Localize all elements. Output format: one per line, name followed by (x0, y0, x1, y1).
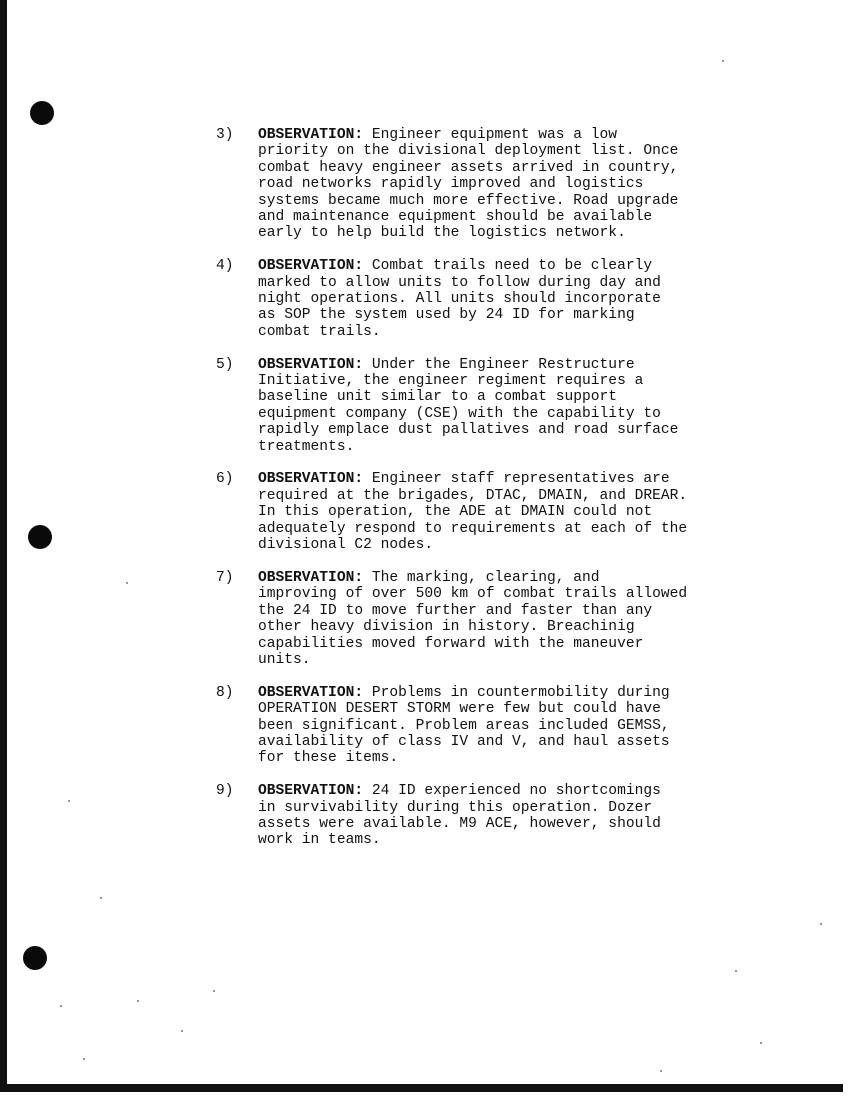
scan-left-edge (0, 0, 7, 1088)
observation-text: Problems in countermobility during OPERATION DESERT STORM were few but could have been significant. Problem areas included GEMSS, availability of class IV and V, and haul assets for these items. (258, 684, 670, 767)
scan-speck (722, 60, 724, 62)
observation-text: Combat trails need to be clearly marked to allow units to follow during day and night operations. All units should incorporate as SOP the system used by 24 ID for marking combat trails. (258, 258, 661, 340)
punch-hole-top (30, 101, 54, 125)
scan-speck (126, 582, 128, 584)
scan-speck (735, 970, 737, 972)
observation-number: 3) (216, 127, 234, 143)
observation-text: 24 ID experienced no shortcomings in survivability during this operation. Dozer assets were available. M9 ACE, however, should work in teams. (258, 783, 661, 849)
punch-hole-middle (28, 525, 52, 549)
observation-label: OBSERVATION: (258, 127, 364, 143)
scan-speck (660, 1070, 662, 1072)
observation-item (216, 570, 776, 668)
scan-speck (60, 1005, 62, 1007)
observation-label: OBSERVATION: (258, 356, 364, 373)
scan-speck (760, 1042, 762, 1044)
observation-number: 7) (216, 569, 234, 586)
scan-speck (137, 1000, 139, 1002)
observation-number: 9) (216, 783, 234, 800)
scan-bottom-edge (0, 1084, 843, 1092)
scan-speck (820, 923, 822, 925)
scan-speck (68, 800, 70, 802)
observation-item (216, 357, 776, 455)
scan-speck (83, 1058, 85, 1060)
punch-hole-bottom (23, 946, 47, 970)
observation-item (216, 783, 776, 849)
observation-label: OBSERVATION: (258, 471, 364, 488)
observation-number: 4) (216, 258, 234, 275)
scan-speck (213, 990, 215, 992)
observation-item (216, 258, 776, 340)
observation-number: 5) (216, 356, 234, 373)
observation-item (216, 471, 776, 553)
observation-text: Engineer staff representatives are required at the brigades, DTAC, DMAIN, and DREAR. In this operation, the ADE at DMAIN could not adequately respond to requirements at each of the divisional C2 nodes. (258, 471, 688, 554)
observation-label: OBSERVATION: (258, 783, 364, 800)
observation-text: Engineer equipment was a low priority on the divisional deployment list. Once combat heavy engineer assets arrived in country, road networks rapidly improved and logistics systems became much more effective. Road upgrade and maintenance equipment should be available early to help build the logistics network. (258, 127, 679, 242)
observation-text: Under the Engineer Restructure Initiative, the engineer regiment requires a baseline unit similar to a combat support equipment company (CSE) with the capability to rapidly emplace dust pallatives and road surface treatments. (258, 356, 679, 455)
observation-number: 8) (216, 684, 234, 701)
observation-text: The marking, clearing, and improving of over 500 km of combat trails allowed the 24 ID to move further and faster than any other heavy division in history. Breachinig capabilities moved forward with the maneuver units. (258, 569, 688, 668)
observation-label: OBSERVATION: (258, 684, 364, 701)
scan-speck (181, 1030, 183, 1032)
scan-speck (100, 897, 102, 899)
observation-item (216, 685, 776, 767)
observation-item (216, 127, 776, 242)
observation-list (216, 127, 776, 865)
observation-label: OBSERVATION: (258, 258, 364, 275)
observation-label: OBSERVATION: (258, 569, 364, 586)
observation-number: 6) (216, 471, 234, 488)
